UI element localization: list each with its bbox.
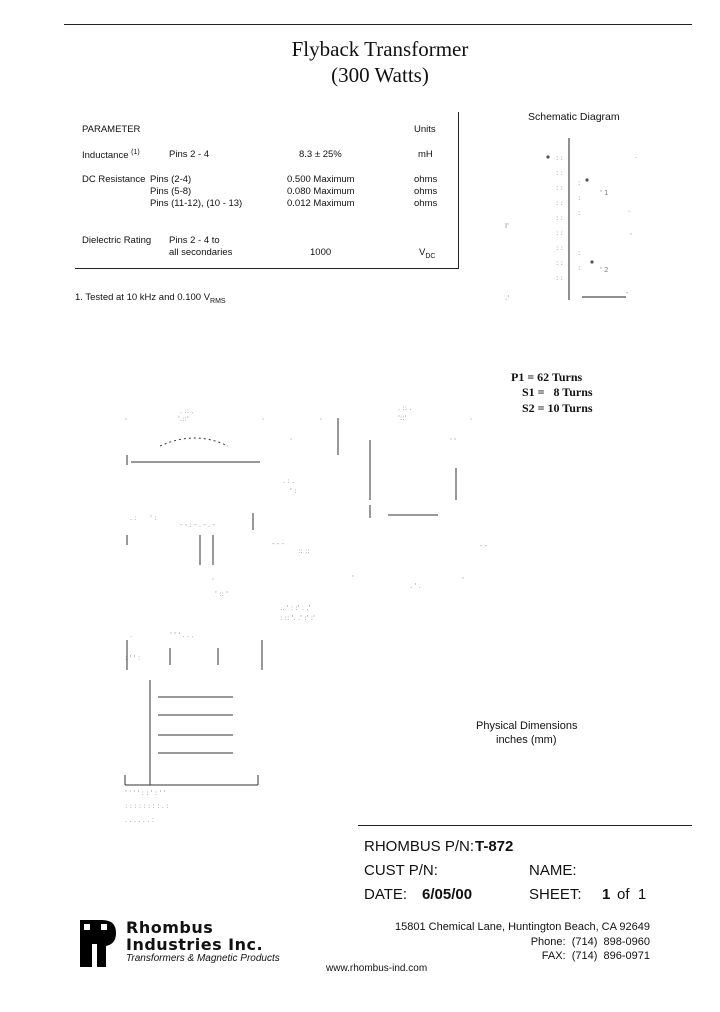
row-dcr2-units: ohms xyxy=(414,186,438,197)
svg-text:. ' .: . ' . xyxy=(410,582,421,590)
row-dcr2-pins: Pins (5-8) xyxy=(150,186,192,197)
row-dcr-param: DC Resistance xyxy=(82,174,146,185)
schematic-title: Schematic Diagram xyxy=(528,111,620,123)
turns-s2: S2 = 10 Turns xyxy=(522,401,593,415)
svg-text:.: . xyxy=(130,631,133,639)
row-dcr1-units: ohms xyxy=(414,174,438,185)
company-fax: FAX: (714) 896-0971 xyxy=(541,950,650,962)
svg-text:': ' xyxy=(262,417,264,425)
svg-text:: :: : : xyxy=(556,199,563,207)
row-dcr1-pins: Pins (2-4) xyxy=(150,174,192,185)
svg-text:'.::': '.::' xyxy=(178,415,189,423)
svg-text::: : xyxy=(578,179,581,187)
svg-text:': ' xyxy=(470,417,472,425)
company-phone: Phone: (714) 898-0960 xyxy=(530,936,650,948)
row-dielectric-pins: Pins 2 - 4 to xyxy=(169,235,220,246)
svg-text:: :: '. .' :' :': : :: '. .' :' :' xyxy=(280,614,316,622)
row-dielectric-pins2: all secondaries xyxy=(169,247,233,258)
svg-text:. :: . : xyxy=(130,514,137,522)
turns-p1: P1 = 62 Turns xyxy=(511,370,583,384)
svg-text:': ' xyxy=(320,417,322,425)
table-head-parameter: PARAMETER xyxy=(82,124,141,135)
page-subtitle: (300 Watts) xyxy=(331,63,429,87)
svg-text:: :: : : xyxy=(556,169,563,177)
svg-text:': ' xyxy=(630,232,632,240)
company-tagline: Transformers & Magnetic Products xyxy=(126,953,280,964)
svg-text::: ::: :: :: xyxy=(298,547,310,555)
footnote: 1. Tested at 10 kHz and 0.100 $V_{RMS}$ xyxy=(75,292,226,305)
svg-text::: : xyxy=(578,209,581,217)
sheet-value: 1 xyxy=(602,886,611,903)
row-inductance-value: 8.3 ± 25% xyxy=(299,149,342,160)
company-name-1: Rhombus xyxy=(126,918,214,937)
row-inductance-pins: Pins 2 - 4 xyxy=(169,149,210,160)
pn-value: T-872 xyxy=(475,838,514,855)
svg-text:I': I' xyxy=(505,222,509,230)
svg-text:' ': ' ' xyxy=(450,437,457,445)
row-dcr2-value: 0.080 Maximum xyxy=(287,186,355,197)
row-dcr3-pins: Pins (11-12), (10 - 13) xyxy=(150,198,243,209)
table-head-units: Units xyxy=(414,124,436,135)
date-value: 6/05/00 xyxy=(422,886,473,903)
svg-text:: :: : : xyxy=(556,214,563,222)
turns-s1: S1 = 8 Turns xyxy=(522,385,593,399)
svg-text:.: . xyxy=(635,152,638,160)
row-dcr3-value: 0.012 Maximum xyxy=(287,198,355,209)
svg-text:.. ' : :' . .': .. ' : :' . .' xyxy=(280,604,311,612)
row-dielectric-value: 1000 xyxy=(310,247,332,258)
svg-text:' 2: ' 2 xyxy=(600,266,609,274)
pn-label: RHOMBUS P/N: xyxy=(364,838,475,855)
svg-text:'::': '::' xyxy=(398,414,407,422)
svg-text:: :: : : xyxy=(556,184,563,192)
svg-text:. : .: . : . xyxy=(283,477,295,485)
page-title: Flyback Transformer xyxy=(291,37,469,61)
svg-text:.: . xyxy=(628,206,631,214)
row-dielectric-units: $V_{DC}$ xyxy=(419,247,436,260)
svg-text::: : xyxy=(578,249,581,257)
row-inductance-param: Inductance $^{(1)}$ xyxy=(82,149,140,162)
row-inductance-units: mH xyxy=(418,149,433,160)
svg-text::: : xyxy=(578,264,581,272)
svg-text:': ' xyxy=(212,577,214,585)
company-website[interactable]: www.rhombus-ind.com xyxy=(326,963,428,974)
svg-text:. . . . . . :: . . . . . . : xyxy=(125,816,155,824)
svg-text::: : xyxy=(578,194,581,202)
svg-text:. :: .: . :: . xyxy=(398,404,412,412)
row-dcr3-units: ohms xyxy=(414,198,438,209)
svg-text:: ' ' :: : ' ' : xyxy=(125,654,141,662)
date-label: DATE: xyxy=(364,886,408,903)
dimensions-label-2: inches (mm) xyxy=(496,734,557,746)
svg-text:' ' ' . . .: ' ' ' . . . xyxy=(170,631,194,639)
svg-text:- - : - . - . -: - - : - . - . - xyxy=(180,521,216,529)
svg-text:.': .' xyxy=(505,294,510,302)
dimensions-label-1: Physical Dimensions xyxy=(476,720,578,732)
svg-text:: :: : : xyxy=(556,244,563,252)
sheet-total: of 1 xyxy=(617,886,647,903)
svg-text:' 1: ' 1 xyxy=(600,189,609,197)
row-dcr1-value: 0.500 Maximum xyxy=(287,174,355,185)
svg-text:-: - xyxy=(626,289,629,297)
name-label: NAME: xyxy=(529,862,577,879)
row-dielectric-param: Dielectric Rating xyxy=(82,235,152,246)
svg-text:: : : : : : : : . :: : : : : : : : : . : xyxy=(125,802,169,810)
svg-text:: :: : : xyxy=(556,229,563,237)
svg-text:': ' xyxy=(462,576,464,584)
svg-text:' ' ' ' : : ' : ' ': ' ' ' ' : : ' : ' ' xyxy=(125,789,166,797)
svg-text:: :: : : xyxy=(556,274,563,282)
sheet-label: SHEET: xyxy=(529,886,582,903)
svg-text:' :: ' : xyxy=(290,487,297,495)
company-address: 15801 Chemical Lane, Huntington Beach, CA 92649 xyxy=(394,921,650,933)
svg-text:: :: : : xyxy=(556,259,563,267)
svg-text:' :: ' : xyxy=(150,514,157,522)
cust-pn-label: CUST P/N: xyxy=(364,862,438,879)
svg-text:': ' xyxy=(290,437,292,445)
svg-text:: :: : : xyxy=(556,154,563,162)
company-name-2: Industries Inc. xyxy=(126,935,264,954)
svg-text:. :: .: . :: . xyxy=(180,407,194,415)
svg-text:- - -: - - - xyxy=(272,540,285,548)
svg-text:': ' xyxy=(125,417,127,425)
svg-text:- -: - - xyxy=(480,542,488,550)
svg-text:': ' xyxy=(352,574,354,582)
svg-text:' :: ': ' :: ' xyxy=(215,590,229,598)
